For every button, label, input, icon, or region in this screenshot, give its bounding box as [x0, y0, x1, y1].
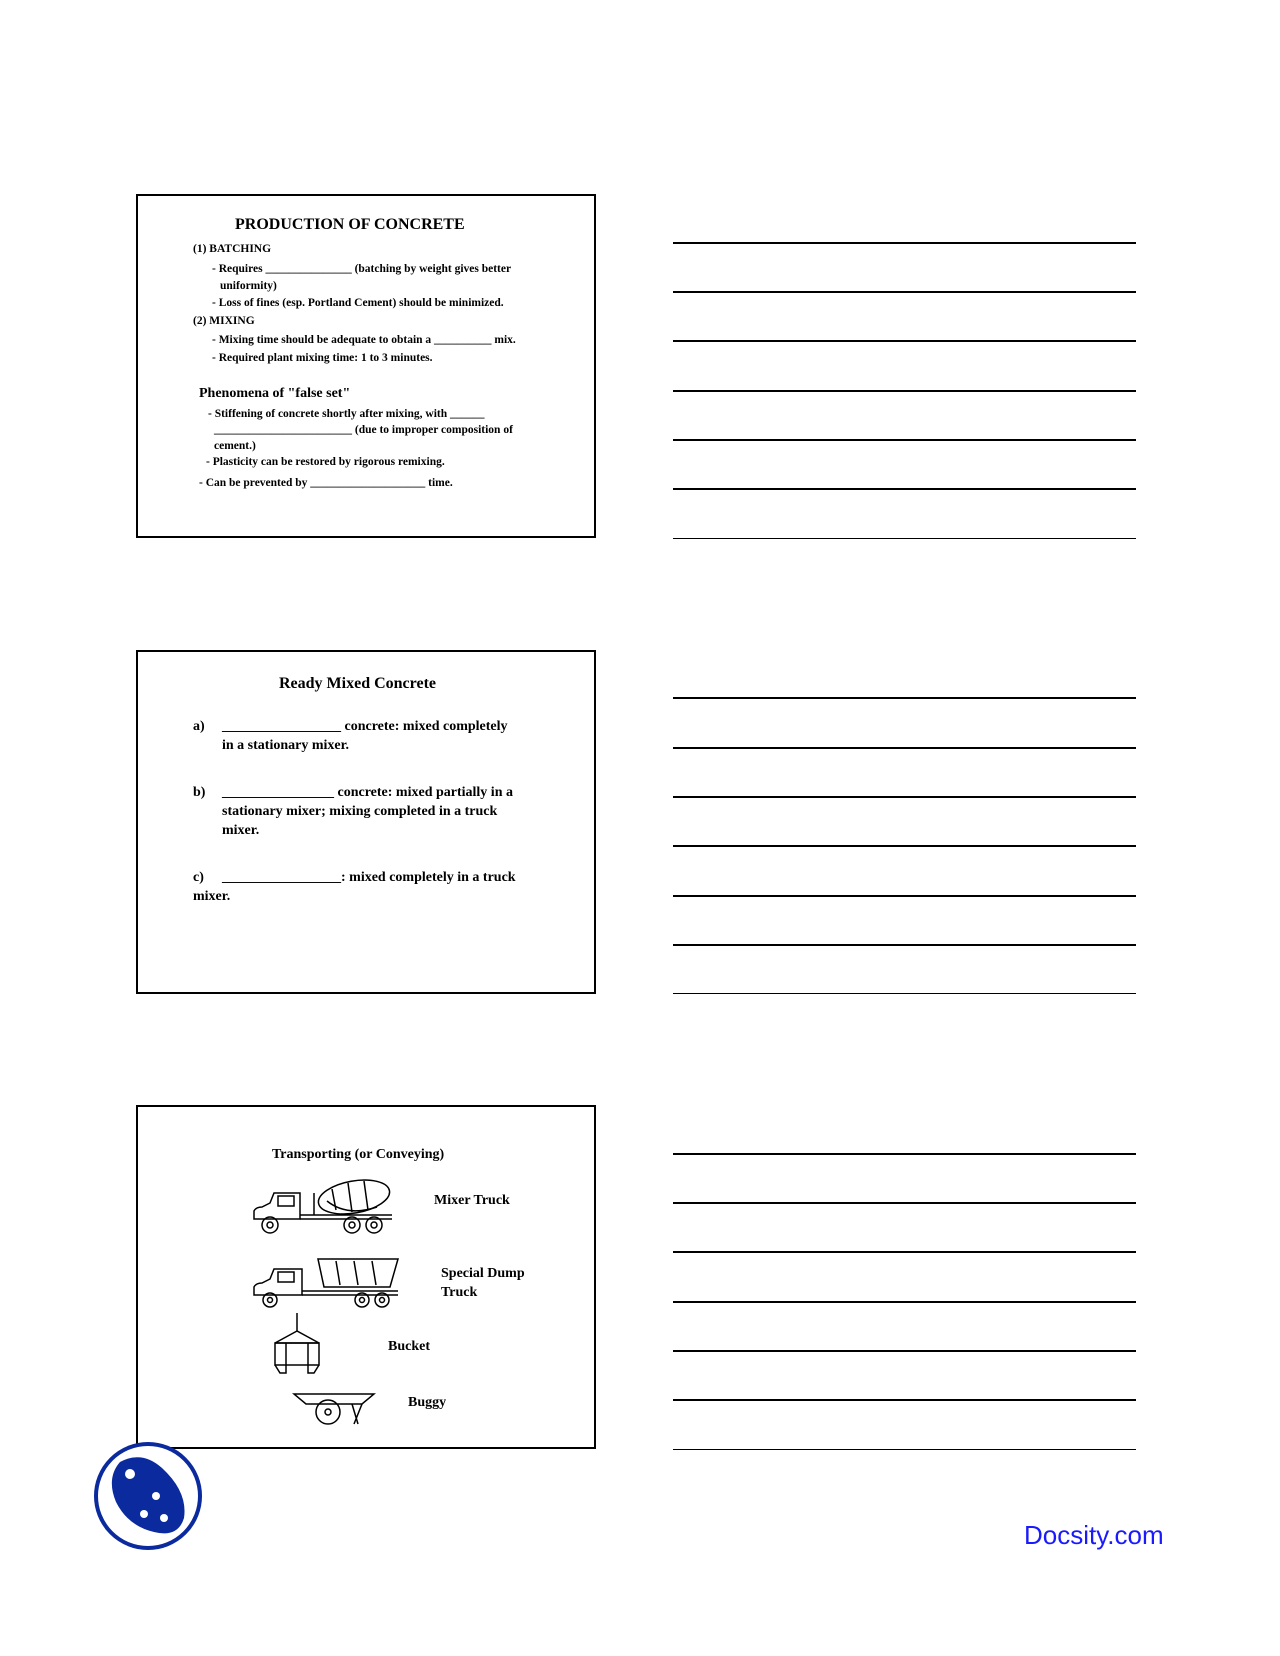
note-line [673, 390, 1136, 392]
false-set-line: cement.) [214, 440, 256, 452]
mixer-truck-icon [252, 1177, 402, 1239]
note-line [673, 944, 1136, 946]
batching-line: uniformity) [220, 280, 277, 292]
note-line [673, 1301, 1136, 1303]
false-set-line: ________________________ (due to improper composition of [214, 424, 513, 436]
note-line [673, 747, 1136, 749]
batching-line: - Loss of fines (esp. Portland Cement) should be minimized. [212, 297, 504, 309]
note-line [673, 1251, 1136, 1253]
dump-truck-label: Special Dump [441, 1266, 525, 1281]
note-line [673, 895, 1136, 897]
note-line [673, 1153, 1136, 1155]
note-line [673, 291, 1136, 293]
note-line [673, 1350, 1136, 1352]
note-line [673, 242, 1136, 244]
item-b-text: ________________ concrete: mixed partially in a [222, 785, 513, 800]
item-b-text: stationary mixer; mixing completed in a truck [222, 804, 498, 819]
mixing-heading: (2) MIXING [193, 315, 255, 327]
bucket-label: Bucket [388, 1339, 430, 1354]
item-a-label: a) [193, 719, 205, 734]
mixing-line: - Required plant mixing time: 1 to 3 minutes. [212, 352, 433, 364]
item-c-text: mixer. [193, 889, 231, 904]
note-line [673, 845, 1136, 847]
note-line [673, 697, 1136, 699]
slide-title: Transporting (or Conveying) [272, 1147, 445, 1162]
item-c-text: _________________: mixed completely in a truck [222, 870, 516, 885]
dump-truck-icon [252, 1257, 404, 1309]
mixer-truck-label: Mixer Truck [434, 1193, 510, 1208]
note-line [673, 1399, 1136, 1401]
item-a-text: in a stationary mixer. [222, 738, 350, 753]
false-set-line: - Stiffening of concrete shortly after mixing, with ______ [208, 408, 485, 420]
note-line [673, 340, 1136, 342]
item-a-text: _________________ concrete: mixed completely [222, 719, 508, 734]
slide-title: PRODUCTION OF CONCRETE [235, 216, 465, 233]
batching-line: - Requires _______________ (batching by weight gives better [212, 263, 512, 275]
false-set-line: - Can be prevented by ____________________ time. [199, 477, 453, 489]
bucket-icon [270, 1313, 324, 1379]
dump-truck-label: Truck [441, 1285, 478, 1300]
note-line [673, 439, 1136, 441]
slide-ready-mixed-concrete [136, 650, 596, 994]
note-line [673, 1449, 1136, 1450]
buggy-icon [292, 1390, 376, 1428]
slide-transporting [136, 1105, 596, 1449]
slide-title: Ready Mixed Concrete [279, 675, 436, 692]
docsity-logo-icon [92, 1440, 204, 1552]
note-line [673, 488, 1136, 490]
item-b-text: mixer. [222, 823, 260, 838]
item-b-label: b) [193, 785, 206, 800]
false-set-line: - Plasticity can be restored by rigorous remixing. [206, 456, 445, 468]
note-line [673, 538, 1136, 539]
note-line [673, 993, 1136, 994]
false-set-heading: Phenomena of "false set" [199, 386, 351, 401]
buggy-label: Buggy [408, 1395, 447, 1410]
batching-heading: (1) BATCHING [193, 243, 272, 255]
note-line [673, 1202, 1136, 1204]
docsity-brand-link[interactable]: Docsity.com [1024, 1520, 1164, 1550]
mixing-line: - Mixing time should be adequate to obtain a __________ mix. [212, 334, 516, 346]
note-line [673, 796, 1136, 798]
slide-production-of-concrete [136, 194, 596, 538]
item-c-label: c) [193, 870, 204, 885]
